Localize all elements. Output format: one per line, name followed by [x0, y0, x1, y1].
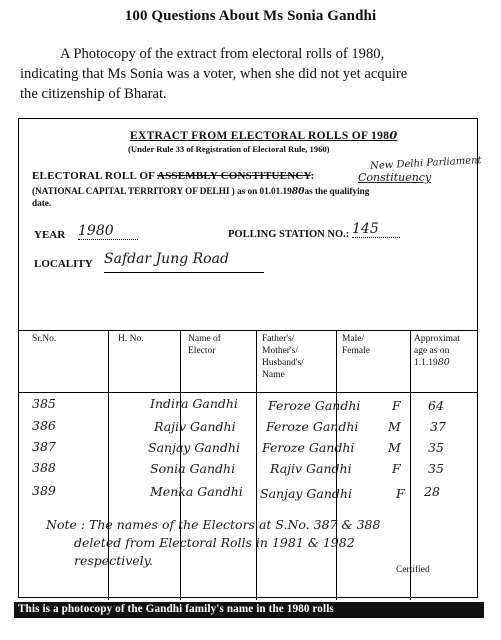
year-label: YEAR: [34, 229, 66, 241]
row-name: Sanjay Gandhi: [148, 440, 240, 455]
row-age: 64: [428, 398, 444, 413]
constituency-line: ELECTORAL ROLL OF ASSEMBLY CONSTITUENCY:: [32, 170, 315, 182]
intro-line-3: the citizenship of Bharat.: [20, 86, 167, 102]
heading-hand-digit: 0: [389, 128, 398, 142]
row-name: Menka Gandhi: [150, 484, 243, 499]
row-name: Rajiv Gandhi: [154, 419, 236, 434]
polling-station-value: 145: [352, 221, 400, 238]
row-sex: F: [396, 486, 405, 501]
header-house-no: H. No.: [118, 334, 144, 344]
table-top-rule: [18, 330, 478, 331]
row-sex: M: [388, 440, 401, 455]
intro-line-2: indicating that Ms Sonia was a voter, when she did not yet acquire: [20, 66, 408, 82]
row-sr: 386: [32, 418, 56, 433]
row-name: Sonia Gandhi: [150, 461, 236, 476]
year-value: 1980: [78, 223, 138, 240]
header-sex: Male/ Female: [342, 334, 370, 356]
handwritten-constituency-2: Constituency: [358, 171, 432, 184]
row-relation: Feroze Gandhi: [268, 398, 361, 413]
page-title: 100 Questions About Ms Sonia Gandhi: [124, 8, 377, 24]
intro-paragraph: [20, 44, 485, 104]
header-elector-name: Name of Elector: [188, 334, 221, 356]
row-relation: Rajiv Gandhi: [270, 461, 352, 476]
locality-value: Safdar Jung Road: [104, 251, 229, 267]
row-sex: M: [388, 419, 401, 434]
row-relation: Feroze Gandhi: [266, 419, 359, 434]
extract-subheading: (Under Rule 33 of Registration of Electoral Rule, 1960): [128, 144, 330, 154]
table-header-rule: [18, 392, 478, 393]
row-sex: F: [392, 461, 401, 476]
row-age: 28: [424, 484, 440, 499]
row-sr: 385: [32, 396, 56, 411]
row-sex: F: [392, 398, 401, 413]
row-sr: 389: [32, 483, 56, 498]
header-relation-name: Father's/ Mother's/ Husband's/ Name: [262, 334, 304, 380]
extract-heading: EXTRACT FROM ELECTORAL ROLLS OF 1980: [130, 128, 398, 142]
nct-hand-digits: 80: [291, 186, 305, 197]
caption-text: This is a photocopy of the Gandhi family's name in the 1980 rolls: [18, 603, 334, 615]
certified-label: Certified: [396, 565, 430, 575]
col-rule-5: [410, 330, 411, 600]
row-age: 35: [428, 461, 444, 476]
nct-line: (NATIONAL CAPITAL TERRITORY OF DELHI ) as on 01.01.1980as the qualifying: [32, 186, 370, 197]
intro-line-1: A Photocopy of the extract from electoral rolls of 1980,: [60, 46, 385, 62]
header-sr-no: Sr.No.: [32, 334, 57, 344]
struck-assembly-constituency: ASSEMBLY CONSTITUENCY: [156, 170, 311, 182]
locality-label: LOCALITY: [34, 258, 93, 270]
row-sr: 388: [32, 460, 56, 475]
row-sr: 387: [32, 439, 56, 454]
polling-station-label: POLLING STATION NO.:: [228, 229, 350, 240]
row-relation: Sanjay Gandhi: [260, 486, 352, 501]
header-age: Approximat age as on 1.1.1980: [414, 334, 460, 368]
nct-line-date: date.: [32, 198, 52, 208]
row-age: 35: [428, 440, 444, 455]
handwritten-note: Note : The names of the Electors at S.No. 387 & 388 deleted from Electoral Rolls in 1981 & 1982 respectively.: [46, 517, 381, 568]
row-relation: Feroze Gandhi: [262, 440, 355, 455]
row-name: Indira Gandhi: [150, 396, 238, 411]
row-age: 37: [430, 419, 446, 434]
handwritten-constituency-1: New Delhi Parliament: [369, 155, 482, 172]
locality-underline: [104, 272, 264, 273]
